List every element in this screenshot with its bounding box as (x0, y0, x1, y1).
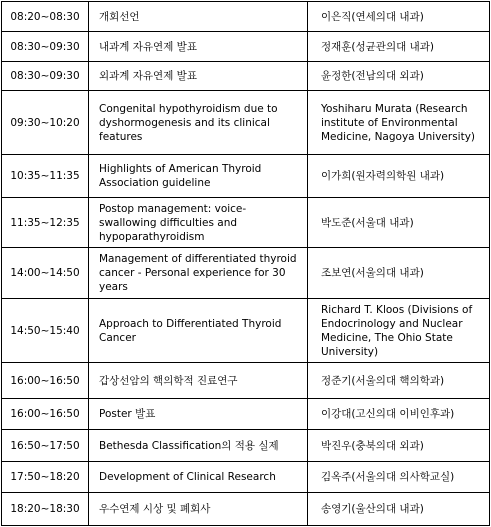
session-speaker: 김옥주(서울의대 의사학교실) (308, 462, 490, 493)
session-time: 11:35~12:35 (2, 198, 89, 248)
table-row (2, 2, 490, 32)
session-title: 갑상선암의 핵의학적 진료연구 (89, 363, 308, 399)
session-speaker: 정재훈(성균관의대 내과) (308, 32, 490, 62)
session-speaker: Richard T. Kloos (Divisions of Endocrinology and Nuclear Medicine, The Ohio State University) (308, 299, 490, 363)
session-speaker: 조보연(서울의대 내과) (308, 248, 490, 299)
session-speaker: 정준기(서울의대 핵의학과) (308, 363, 490, 399)
table-row (2, 363, 490, 399)
session-title: Management of differentiated thyroid cancer - Personal experience for 30 years (89, 248, 308, 299)
session-title: Development of Clinical Research (89, 462, 308, 493)
table-row (2, 91, 490, 155)
table-row (2, 155, 490, 198)
table-row (2, 493, 490, 526)
session-title: 내과계 자유연제 발표 (89, 32, 308, 62)
session-title: Bethesda Classification의 적용 실제 (89, 430, 308, 462)
table-row (2, 198, 490, 248)
session-title: Congenital hypothyroidism due to dyshormogenesis and its clinical features (89, 91, 308, 155)
schedule-body (2, 2, 490, 526)
session-time: 16:00~16:50 (2, 399, 89, 430)
table-row (2, 399, 490, 430)
table-row (2, 62, 490, 91)
session-speaker: 이강대(고신의대 이비인후과) (308, 399, 490, 430)
table-row (2, 430, 490, 462)
session-title: Postop management: voice-swallowing difficulties and hypoparathyroidism (89, 198, 308, 248)
session-title: Highlights of American Thyroid Association guideline (89, 155, 308, 198)
session-time: 09:30~10:20 (2, 91, 89, 155)
session-speaker: 박진우(충북의대 외과) (308, 430, 490, 462)
session-title: 외과계 자유연제 발표 (89, 62, 308, 91)
session-title: 개회선언 (89, 2, 308, 32)
session-time: 08:20~08:30 (2, 2, 89, 32)
table-row (2, 32, 490, 62)
session-time: 16:00~16:50 (2, 363, 89, 399)
table-row (2, 462, 490, 493)
session-time: 16:50~17:50 (2, 430, 89, 462)
session-title: Poster 발표 (89, 399, 308, 430)
table-row (2, 299, 490, 363)
session-time: 08:30~09:30 (2, 32, 89, 62)
table-row (2, 248, 490, 299)
session-time: 08:30~09:30 (2, 62, 89, 91)
schedule-table (1, 1, 490, 526)
session-speaker: 박도준(서울대 내과) (308, 198, 490, 248)
session-title: 우수연제 시상 및 폐회사 (89, 493, 308, 526)
session-speaker: 윤정한(전남의대 외과) (308, 62, 490, 91)
session-speaker: 이은직(연세의대 내과) (308, 2, 490, 32)
session-time: 10:35~11:35 (2, 155, 89, 198)
session-speaker: 이가희(원자력의학원 내과) (308, 155, 490, 198)
session-speaker: 송영기(울산의대 내과) (308, 493, 490, 526)
session-time: 14:50~15:40 (2, 299, 89, 363)
session-time: 17:50~18:20 (2, 462, 89, 493)
session-title: Approach to Differentiated Thyroid Cancer (89, 299, 308, 363)
session-time: 18:20~18:30 (2, 493, 89, 526)
session-time: 14:00~14:50 (2, 248, 89, 299)
session-speaker: Yoshiharu Murata (Research institute of Environmental Medicine, Nagoya University) (308, 91, 490, 155)
